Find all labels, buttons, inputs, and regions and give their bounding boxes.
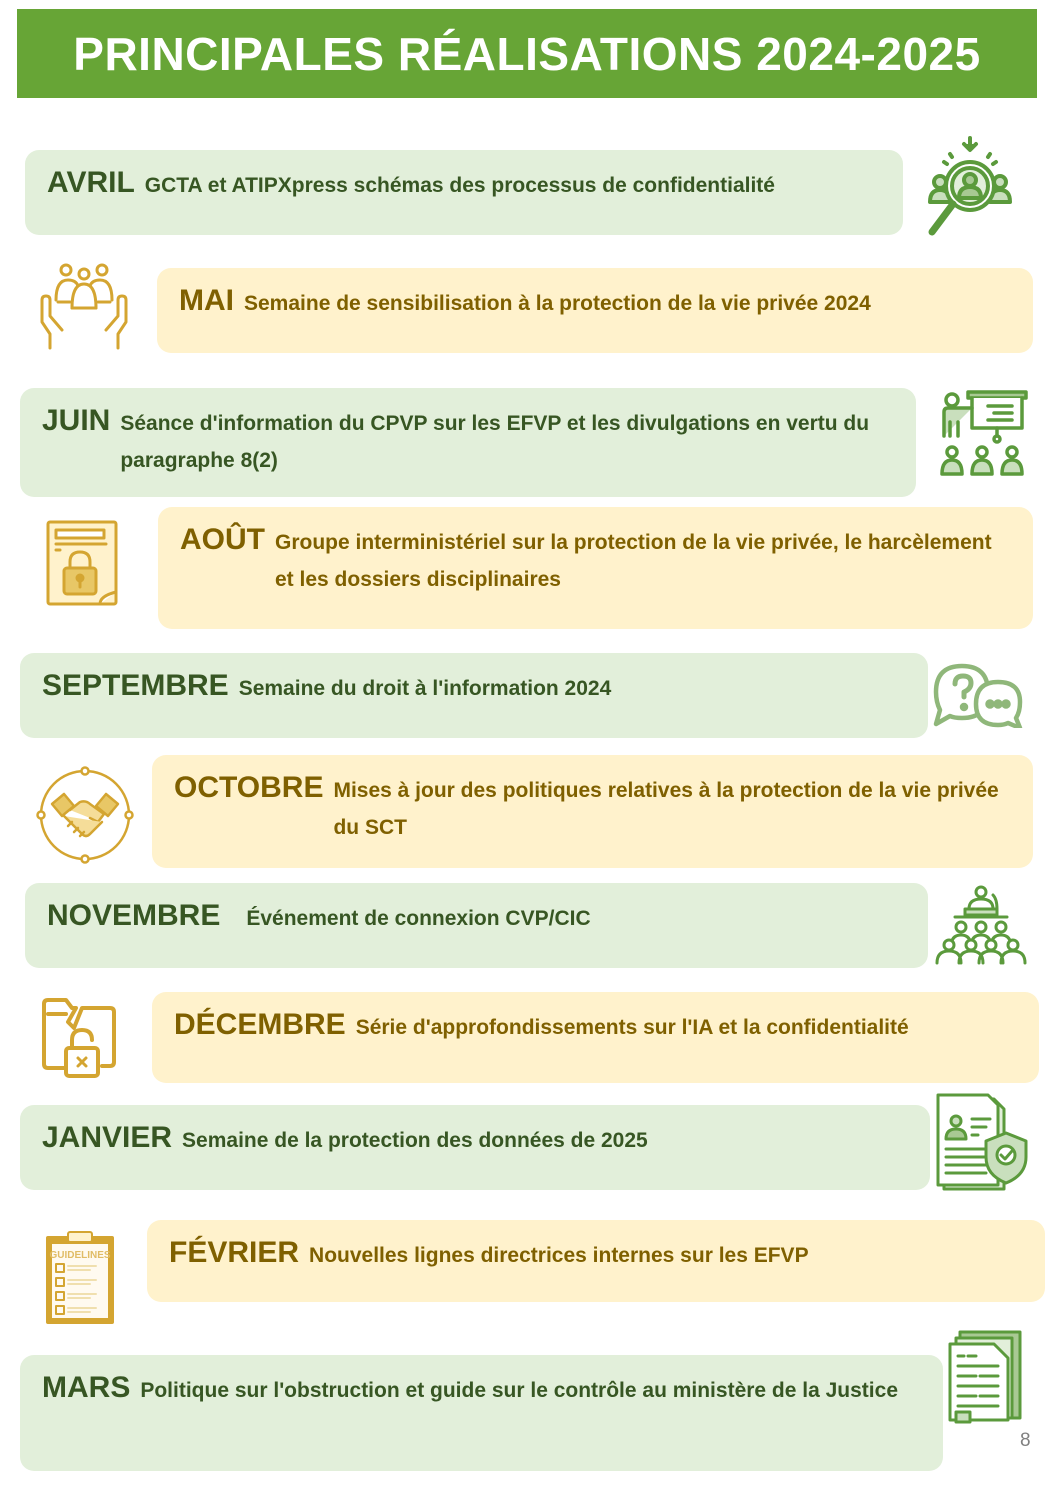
profile-shield-icon [934,1093,1030,1193]
timeline-item-juin [20,388,916,497]
page-title: PRINCIPALES RÉALISATIONS 2024-2025 [73,27,981,80]
timeline-item-decembre [152,992,1039,1083]
month-label: AVRIL [47,166,135,199]
documents-stack-icon [946,1330,1026,1424]
guidelines-clipboard-icon [44,1228,116,1326]
timeline-item-mai [157,268,1033,353]
item-description: Nouvelles lignes directrices internes sur les EFVP [309,1244,809,1267]
presentation-audience-icon [938,388,1030,478]
month-label: MAI [179,284,234,317]
timeline-item-novembre [25,883,928,968]
item-description: Séance d'information du CPVP sur les EFVP et les divulgations en vertu du paragraphe 8(2) [120,412,870,472]
speaker-audience-icon [933,885,1029,965]
magnifier-person-icon [920,136,1020,240]
timeline-item-octobre [152,755,1033,868]
page-number: 8 [1020,1430,1031,1451]
item-description: GCTA et ATIPXpress schémas des processus de confidentialité [144,174,775,197]
timeline-item-janvier [20,1105,930,1190]
month-label: MARS [42,1371,131,1404]
item-description: Mises à jour des politiques relatives à la protection de la vie privée du SCT [333,779,999,839]
item-description: Événement de connexion CVP/CIC [246,907,591,930]
svg-text:GUIDELINES: GUIDELINES [49,1250,111,1261]
month-label: FÉVRIER [169,1236,300,1269]
timeline-item-avril [25,150,903,235]
folder-lock-icon [40,996,122,1080]
item-description: Semaine de la protection des données de 2025 [182,1129,648,1152]
month-label: JANVIER [42,1121,173,1154]
document-lock-icon [44,520,120,608]
month-label: NOVEMBRE [47,899,221,932]
item-description: Semaine du droit à l'information 2024 [238,677,612,700]
timeline-item-fevrier [147,1220,1045,1302]
item-description: Politique sur l'obstruction et guide sur le contrôle au ministère de la Justice [140,1379,898,1402]
month-label: DÉCEMBRE [174,1008,346,1041]
item-description: Groupe interministériel sur la protection de la vie privée, le harcèlement et les dossiers disciplinaires [275,531,992,591]
month-label: SEPTEMBRE [42,669,229,702]
handshake-icon [36,766,134,864]
timeline-item-septembre [20,653,928,738]
month-label: JUIN [42,404,111,437]
month-label: AOÛT [180,523,265,556]
hands-people-icon [38,262,130,350]
item-description: Série d'approfondissements sur l'IA et la confidentialité [355,1016,909,1039]
timeline-item-aout [158,507,1033,629]
title-banner [17,9,1037,98]
month-label: OCTOBRE [174,771,324,804]
timeline-item-mars [20,1355,943,1471]
item-description: Semaine de sensibilisation à la protection de la vie privée 2024 [244,292,871,315]
chat-question-icon [932,662,1026,728]
